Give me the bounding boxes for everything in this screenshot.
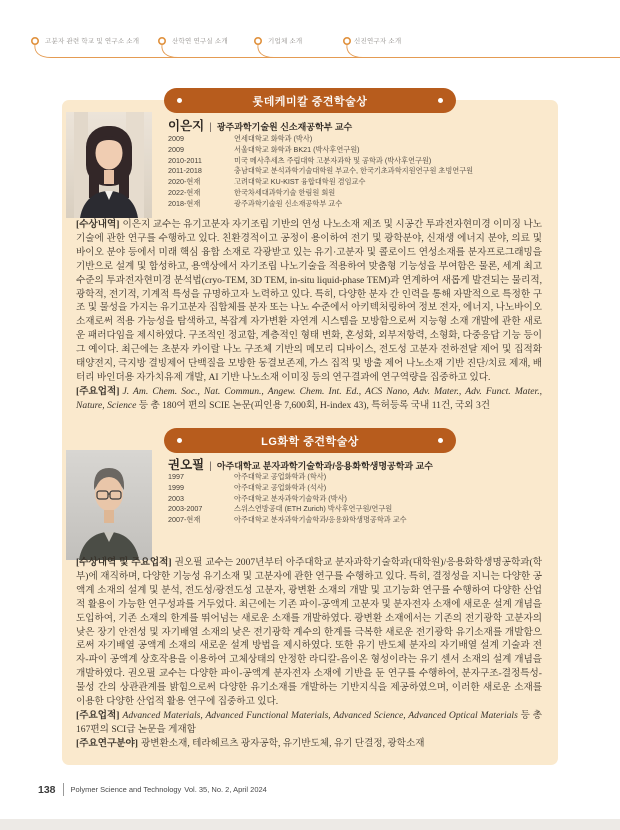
tab-companies: 기업체 소개	[268, 38, 303, 45]
footer-page-number: 138	[38, 783, 56, 796]
page-bottom-edge	[0, 819, 620, 830]
award2-title: LG화학 중견학술상	[261, 435, 359, 448]
career-desc: 한국차세대과학기술 한림원 회원	[234, 187, 336, 197]
recipient1-name-line	[168, 116, 352, 134]
section-label: [주요연구분야]	[76, 737, 138, 749]
summary-text: 권오필 교수는 2007년부터 아주대학교 분자과학기술학과(대학원)/응용화학생명공학과(학부)에 재직하며, 다양한 기능성 유기소재 및 고분자에 관한 연구를 수행하고 있다. 특히, 결정성을 지니는 다양한 공액계 소재의 설계 및 분석, 전도성/광전도성 고분자, 광변환 소재의 개발 및 고기능화 연구를 수행하여 다양한 산업적 활용이 가능한 연구성과를 거두었다. 최근에는 기존 파이-공액계 고분자 및 분자전자 소재에 새로운 설계 개념을 도입하여, 기존 소재의 한계를 뛰어넘는 새로운 소재를 개발하였다. 광변환 소재에서는 기존의 전기광학 고분자의 낮은 장기 안전성 및 자기배열 소재의 낮은 전기광학 계수의 한계를 극복한 새로운 전기광학 유기소재를 개발함으로써 자기배열 공액계 소재의 새로운 설계 방법을 제시하였다. 또한 유기 반도체 분자의 자기배열 설계 기술과 전자-파이 공액계 상호작용을 이용하여 고체상태의 안정한 라디칼-음이온 형성이라는 유기 센서 소재의 설계 개념을 개발하였다. 권오필 교수는 다양한 파이-공액계 분자전자 소재에 기반을 둔 연구를 수행하여, 분자구조-결정특성-물성 간의 상관관계를 밝힘으로써 다양한 유기소재를 개발하는 기반지식을 제공하였으며, 이러한 새로운 소재를 이용한 다양한 산업적 활용 연구에 집중하고 있다.	[76, 557, 542, 708]
career-row	[168, 494, 407, 505]
career-row	[168, 156, 473, 167]
career-desc: 스위스연방공대 (ETH Zurich) 박사후연구원/연구원	[234, 504, 393, 514]
section-label: [수상내역]	[76, 219, 120, 230]
career-period: 2007-현재	[168, 515, 201, 525]
tab-new-researchers: 신진연구자 소개	[354, 38, 402, 45]
career-period: 2022-현재	[168, 187, 201, 197]
career-period: 2010-2011	[168, 155, 202, 165]
pill-dot-icon	[438, 98, 443, 103]
career-period: 2009	[168, 134, 184, 143]
career-period: 1997	[168, 472, 184, 481]
recipient2-career-list	[168, 472, 407, 526]
recipient2-name-line	[168, 455, 433, 473]
journal-names: J. Am. Chem. Soc., Nat. Commun., Angew. Chem. Int. Ed., ACS Nano, Adv. Mater., Adv. Funct. Mater., Nature, Science	[76, 385, 542, 411]
career-row	[168, 515, 407, 526]
man-portrait-image	[66, 450, 152, 560]
career-desc: 아주대학교 공업화학과 (석사)	[234, 482, 327, 492]
career-period: 1999	[168, 482, 184, 492]
career-row	[168, 134, 473, 145]
pill-dot-icon	[177, 98, 182, 103]
page-footer	[38, 783, 267, 796]
career-desc: 미국 메사추세츠 주립대학 고분자과학 및 공학과 (박사후연구원)	[234, 155, 432, 165]
career-period: 2003-2007	[168, 504, 203, 514]
nav-timeline-line	[0, 0, 620, 70]
career-row	[168, 504, 407, 515]
section-label: [주요업적]	[76, 385, 120, 397]
career-desc: 아주대학교 공업화학과 (학사)	[234, 472, 327, 481]
career-row	[168, 472, 407, 483]
career-row	[168, 199, 473, 210]
career-desc: 서울대학교 화학과 BK21 (박사후연구원)	[234, 144, 360, 154]
achievements-text: 등 총 180여 편의 SCIE 논문(피인용 7,600회, H-index 43), 특허등록 국내 11건, 국외 3건	[136, 399, 491, 411]
name-separator: |	[209, 122, 212, 133]
recipient-name: 이은지	[168, 119, 205, 133]
recipient2-portrait-photo	[66, 450, 152, 560]
award2-achievements-paragraph	[76, 709, 542, 737]
research-fields-text: 광변환소재, 테라헤르츠 광자공학, 유기반도체, 유기 단결정, 광학소재	[141, 737, 425, 749]
footer-issue-info: Vol. 35, No. 2, April 2024	[184, 785, 267, 794]
award2-description	[76, 556, 542, 751]
neck	[104, 510, 114, 523]
section-label: [수상내역 및 주요업적]	[76, 557, 172, 568]
career-desc: 광주과학기술원 신소재공학부 교수	[234, 198, 343, 208]
recipient-name: 권오필	[168, 458, 205, 472]
career-period: 2020-현재	[168, 177, 201, 187]
career-desc: 충남대학교 분석과학기술대학원 부교수, 한국기초과학지원연구원 초빙연구원	[234, 166, 474, 176]
career-row	[168, 483, 407, 494]
career-desc: 연세대학교 화학과 (박사)	[234, 134, 313, 143]
award1-title: 롯데케미칼 중견학술상	[252, 95, 368, 108]
woman-portrait-image	[66, 112, 152, 218]
section-label: [주요업적]	[76, 709, 120, 721]
recipient1-career-list	[168, 134, 473, 210]
career-row	[168, 145, 473, 156]
tab-schools-institutes: 고분자 관련 학교 및 연구소 소개	[45, 38, 140, 45]
summary-text: 이은지 교수는 유기고분자 자기조립 기반의 연성 나노소재 제조 및 시공간 투과전자현미경 이미징 나노기술에 관한 연구를 수행하고 있다. 친환경적이고 공정이 용이하여 전기 및 광학분야, 신재생 에너지 분야, 의료 및 바이오 분야 등에서 미래 핵심 융합 소재로 각광받고 있는 유기·고분자 및 콜로이드 연성소재를 분자프로그래밍을 기반으로 설계 및 합성하고, 용액상에서 자기조립 나노기술을 적용하여 맞춤형 기능성을 부여함은 물론, 세계 최고 수준의 투과전자현미경 분석법(cryo-TEM, 3D TEM, in-situ liquid-phase TEM)과 연계하여 새롭게 발견되는 물리적, 광학적, 전기적, 기계적 특성을 규명하고자 노력하고 있다. 특히, 다양한 분자 간 인력을 통해 자발적으로 특정한 구조 및 물성을 가지는 유기고분자 집합체를 분자 또는 나노 수준에서 아키텍처링하여 정보 전자, 에너지, 나노바이오 소재로써 적용 가능성을 탐색하고, 복잡계 자가변환 자연계 시스템을 모방함으로써 지능형 소재 개발에 관한 새로운 패러다임을 제시하였다. 구조적인 정교함, 계층적인 형태 변화, 혼성화, 외부저항력, 소형화, 다중응답 기능 등이 그 예이다. 최근에는 초분자 카이랄 나노 구조체 기반의 메모리 디바이스, 전도성 고분자 전하전달 제어 및 집적화 태양전지, 극지방 결빙제어 단백질을 모방한 동결보존제, 가스 집적 및 방출 제어 나노소재 기반 진단/치료 제재, 배터리 바인더용 자가치유제 개발, AI 기반 나노소재 이미징 등의 연구결과에 연구역량을 집중하고 있다.	[76, 219, 542, 383]
name-separator: |	[209, 461, 212, 472]
award1-summary-paragraph	[76, 218, 542, 385]
recipient-affiliation: 아주대학교 분자과학기술학과/응용화학생명공학과 교수	[216, 461, 434, 471]
award1-achievements-paragraph	[76, 385, 542, 413]
award2-research-fields-paragraph	[76, 737, 542, 751]
career-period: 2011-2018	[168, 166, 202, 176]
recipient1-portrait-photo	[66, 112, 152, 218]
career-desc: 고려대학교 KU-KIST 융합대학원 겸임교수	[234, 177, 366, 187]
pill-dot-icon	[177, 438, 182, 443]
footer-divider	[63, 783, 64, 796]
neck	[104, 170, 114, 184]
career-period: 2009	[168, 144, 184, 154]
award1-description	[76, 218, 542, 413]
career-desc: 아주대학교 분자과학기술학과 (박사)	[234, 493, 347, 503]
career-period: 2018-현재	[168, 198, 201, 208]
career-row	[168, 166, 473, 177]
tab-industry-academia-labs: 산학연 연구실 소개	[172, 38, 228, 45]
award2-summary-paragraph	[76, 556, 542, 709]
pill-dot-icon	[438, 438, 443, 443]
career-desc: 아주대학교 분자과학기술학과/응용화학생명공학과 교수	[234, 515, 407, 525]
recipient-affiliation: 광주과학기술원 신소재공학부 교수	[216, 122, 353, 132]
achievements-text: 등 총 167편의 SCI급 논문을 게재함	[76, 709, 542, 735]
career-row	[168, 177, 473, 188]
award1-title-pill	[164, 88, 456, 113]
career-period: 2003	[168, 493, 184, 503]
award2-title-pill	[164, 428, 456, 453]
journal-names: Advanced Materials, Advanced Functional Materials, Advanced Science, Advanced Optical Materials	[122, 709, 518, 721]
career-row	[168, 188, 473, 199]
footer-journal-title: Polymer Science and Technology	[70, 785, 182, 794]
